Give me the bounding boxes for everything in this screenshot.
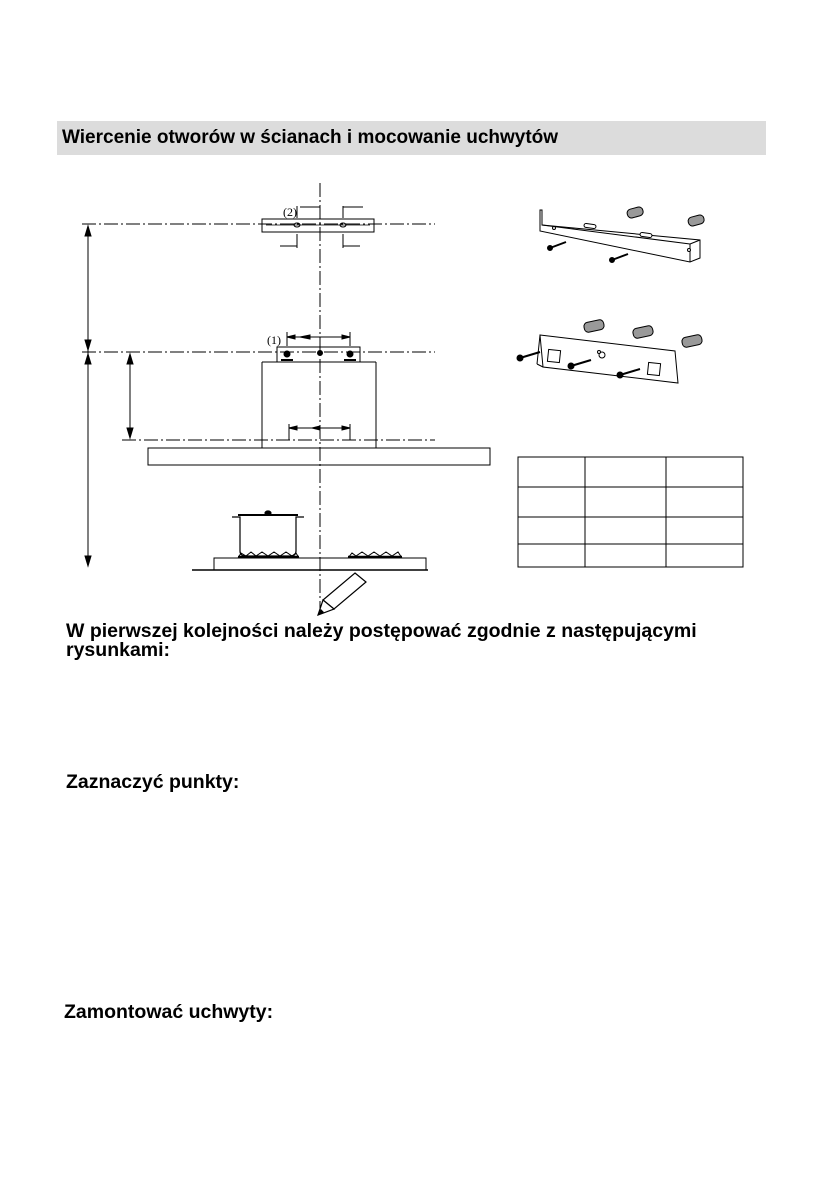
- wall-plug-icon: [626, 206, 705, 227]
- label-1: (1): [267, 333, 281, 347]
- intro-text: W pierwszej kolejności należy postępować zgodnie z następującymi rysunkami:: [66, 620, 697, 661]
- bracket-illustration-1: [540, 206, 705, 262]
- cooktop: [192, 552, 428, 570]
- pencil-icon: [318, 573, 366, 615]
- lower-bracket: [277, 332, 360, 362]
- mark-points-heading: Zaznaczyć punkty:: [66, 771, 240, 793]
- section-title: Wiercenie otworów w ścianach i mocowanie uchwytów: [62, 127, 559, 148]
- hood: [148, 362, 490, 465]
- dimension-bracket-to-hood: [127, 354, 133, 438]
- mount-brackets-heading: Zamontować uchwyty:: [64, 1001, 274, 1023]
- label-2: (2): [283, 205, 297, 219]
- dimension-table: [518, 457, 743, 567]
- upper-bracket: [262, 206, 374, 248]
- bracket-illustration-2: [517, 319, 703, 383]
- dimension-total: [85, 226, 91, 566]
- pot: [232, 511, 304, 556]
